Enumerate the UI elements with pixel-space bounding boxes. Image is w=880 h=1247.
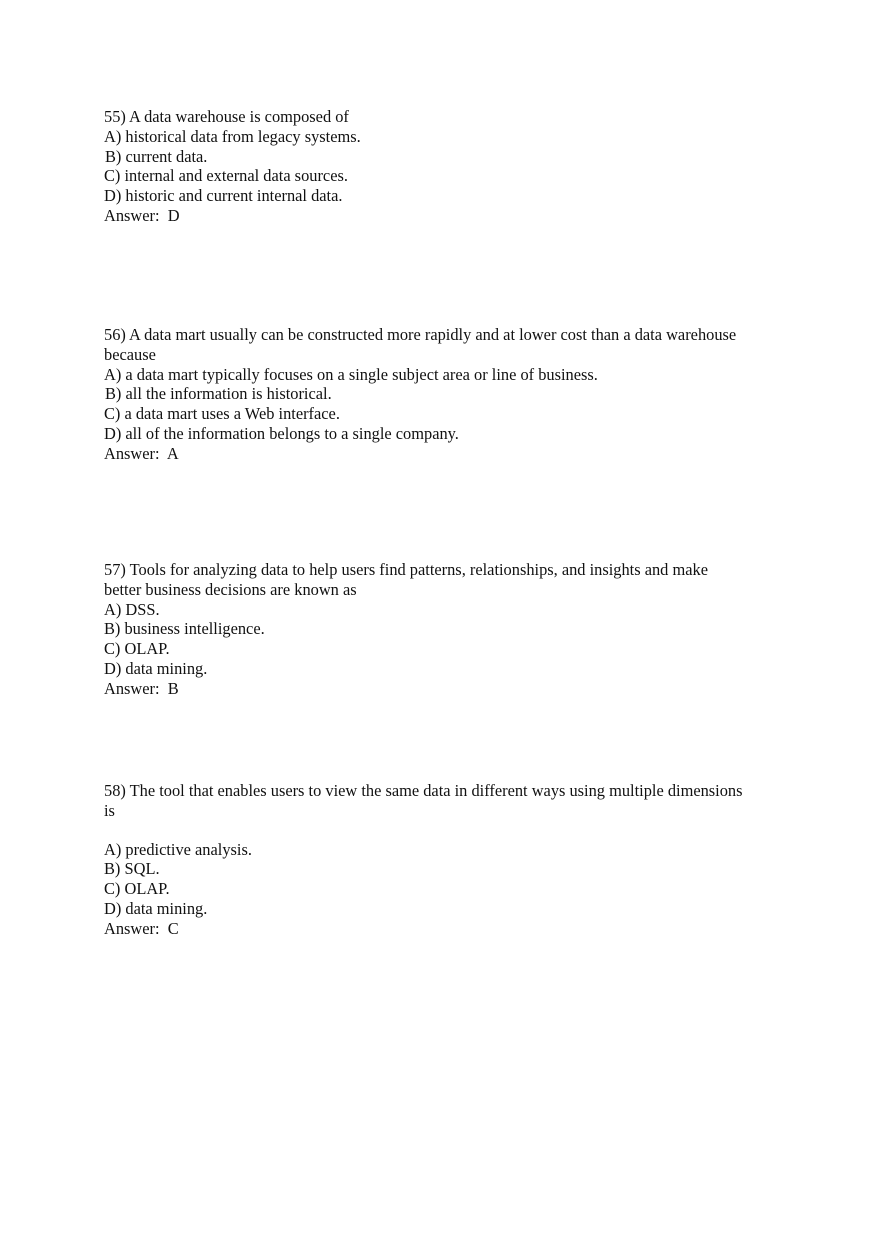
- option-a: A) predictive analysis.: [104, 839, 252, 859]
- question-stem: 57) Tools for analyzing data to help users find patterns, relationships, and insights and make: [104, 560, 708, 579]
- option-b: B) SQL.: [104, 859, 160, 879]
- question-55: [104, 107, 794, 226]
- answer-line: Answer: D: [104, 205, 180, 225]
- option-c: C) internal and external data sources.: [104, 166, 348, 186]
- option-b: B) business intelligence.: [104, 619, 265, 639]
- option-d: D) data mining.: [104, 898, 208, 918]
- question-stem: 55) A data warehouse is composed of: [104, 107, 349, 126]
- option-b: B) current data.: [105, 146, 208, 166]
- option-d: D) data mining.: [104, 658, 208, 678]
- option-d: D) historic and current internal data.: [104, 186, 343, 206]
- question-57: [104, 560, 794, 699]
- option-a: A) a data mart typically focuses on a single subject area or line of business.: [104, 364, 598, 384]
- option-a: A) DSS.: [104, 599, 160, 619]
- option-d: D) all of the information belongs to a single company.: [104, 423, 459, 443]
- question-58: [104, 781, 794, 939]
- option-b: B) all the information is historical.: [105, 384, 332, 404]
- blank-line: [104, 821, 794, 840]
- answer-line: Answer: B: [104, 678, 179, 698]
- option-a: A) historical data from legacy systems.: [104, 126, 361, 146]
- answer-line: Answer: A: [104, 443, 179, 463]
- question-stem: 58) The tool that enables users to view the same data in different ways using multiple dimensions: [104, 781, 743, 800]
- question-stem: 56) A data mart usually can be constructed more rapidly and at lower cost than a data warehouse: [104, 325, 737, 344]
- question-stem-continued: better business decisions are known as: [104, 579, 357, 599]
- option-c: C) OLAP.: [104, 879, 170, 899]
- question-stem-continued: is: [104, 800, 115, 820]
- question-stem-continued: because: [104, 344, 156, 364]
- option-c: C) a data mart uses a Web interface.: [104, 404, 340, 424]
- question-56: [104, 325, 794, 464]
- option-c: C) OLAP.: [104, 639, 170, 659]
- answer-line: Answer: C: [104, 918, 179, 938]
